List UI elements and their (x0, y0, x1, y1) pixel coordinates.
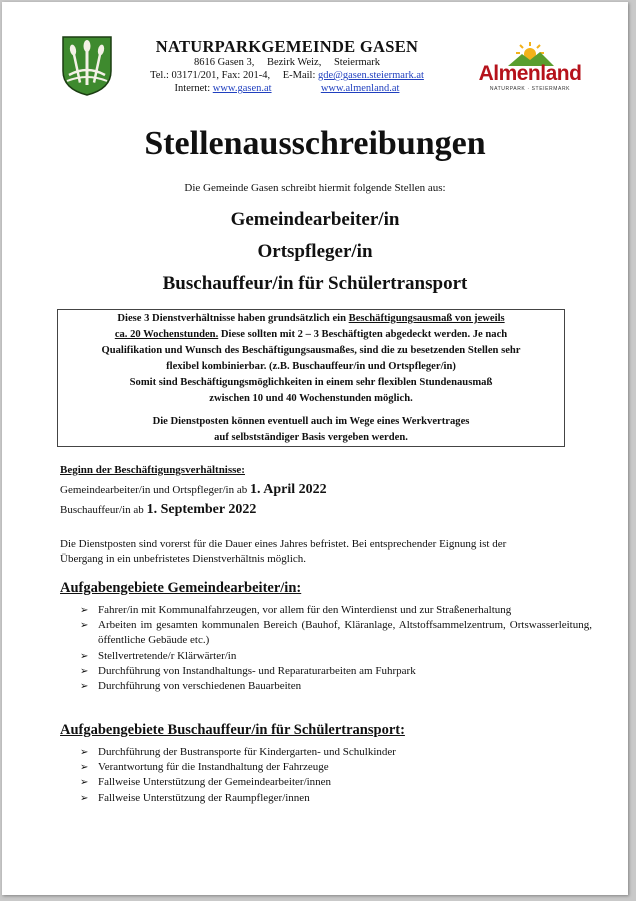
position-2: Ortspfleger/in (257, 241, 373, 262)
almenland-logo (470, 40, 590, 98)
contact-line (122, 69, 452, 82)
page-title: Stellenausschreibungen (144, 125, 486, 162)
internet-label: Internet: (174, 83, 211, 94)
box-underlined: Beschäftigungsausmaß von jeweils (348, 313, 505, 324)
start-row-1 (60, 482, 327, 498)
start-heading: Beginn der Beschäftigungsverhältnisse: (60, 464, 245, 476)
list-item: ➢ Fahrer/in mit Kommunalfahrzeugen, vor allem für den Winterdienst und zur Straßenerhaltung (80, 603, 592, 618)
position-3: Buschauffeur/in für Schülertransport (162, 273, 468, 294)
email-link[interactable]: gde@gasen.steiermark.at (318, 70, 424, 81)
almenland-subline: NATURPARK · STEIERMARK (489, 86, 571, 92)
start-label: Gemeindearbeiter/in und Ortspfleger/in ab (60, 484, 250, 496)
address: 8616 Gasen 3, (193, 57, 255, 68)
list-item: ➢ Durchführung der Bustransporte für Kindergarten- und Schulkinder (80, 745, 592, 760)
start-label: Buschauffeur/in ab (60, 504, 147, 516)
list-item: ➢ Durchführung von Instandhaltungs- und Reparaturarbeiten am Fuhrpark (80, 664, 592, 679)
box-line-5: Somit sind Beschäftigungsmöglichkeiten in einem sehr flexiblen Stundenausmaß (129, 377, 493, 388)
start-date: 1. September 2022 (146, 502, 257, 517)
address-line (122, 56, 452, 69)
document-page (2, 2, 628, 895)
box-underlined: ca. 20 Wochenstunden. (114, 329, 219, 340)
list-item: ➢ Arbeiten im gesamten kommunalen Bereich (Bauhof, Kläranlage, Altstoffsammelzentrum, Ortswasserleitung, öffentliche Gebäude etc.) (80, 618, 592, 648)
note-line: Übergang in ein unbefristetes Dienstverhältnis möglich. (60, 553, 307, 565)
list-item: ➢ Fallweise Unterstützung der Raumpfleger/innen (80, 791, 592, 806)
list-item: ➢ Verantwortung für die Instandhaltung der Fahrzeuge (80, 760, 592, 775)
letterhead (122, 38, 452, 95)
list-item: ➢ Fallweise Unterstützung der Gemeindearbeiter/innen (80, 775, 592, 790)
box-line-3: Qualifikation und Wunsch des Beschäftigungsausmaßes, sind die zu besetzenden Stellen sehr (101, 345, 521, 356)
district: Bezirk Weiz, (266, 57, 322, 68)
term-note (60, 537, 600, 567)
box-text: Diese 3 Dienstverhältnisse haben grundsätzlich ein (117, 313, 349, 324)
box-line-7: Die Dienstposten können eventuell auch im Wege eines Werkvertrages (152, 416, 470, 427)
task-list-buschauffeur (80, 745, 592, 806)
task-list-gemeindearbeiter (80, 603, 592, 694)
box-line-4: flexibel kombinierbar. (z.B. Buschauffeur/in und Ortspfleger/in) (166, 361, 456, 372)
state: Steiermark (333, 57, 381, 68)
list-item: ➢ Stellvertretende/r Klärwärter/in (80, 649, 592, 664)
web-link-almenland[interactable]: www.almenland.at (320, 83, 400, 94)
web-line (122, 82, 452, 95)
info-box (57, 309, 565, 447)
section-heading-buschauffeur: Aufgabengebiete Buschauffeur/in für Schülertransport: (60, 722, 405, 738)
position-1: Gemeindearbeiter/in (230, 209, 400, 230)
start-row-2 (60, 502, 256, 518)
web-link-gasen[interactable]: www.gasen.at (212, 83, 272, 94)
almenland-wordmark: Almenland (478, 62, 582, 85)
phone-fax: Tel.: 03171/201, Fax: 201-4, (150, 70, 271, 81)
box-line-8: auf selbstständiger Basis vergeben werden. (214, 432, 408, 443)
box-line-2 (58, 327, 564, 343)
gasen-coat-of-arms-icon (61, 35, 113, 97)
box-line-1 (58, 311, 564, 327)
list-item: ➢ Durchführung von verschiedenen Bauarbeiten (80, 679, 592, 694)
section-heading-gemeindearbeiter: Aufgabengebiete Gemeindearbeiter/in: (60, 580, 302, 596)
municipality-name: NATURPARKGEMEINDE GASEN (155, 37, 419, 56)
note-line: Die Dienstposten sind vorerst für die Dauer eines Jahres befristet. Bei entsprechender Eignung ist der (60, 538, 507, 550)
box-text: Diese sollten mit 2 – 3 Beschäftigten abgedeckt werden. Je nach (218, 329, 508, 340)
email-label: E-Mail: (282, 70, 316, 81)
start-date: 1. April 2022 (250, 482, 327, 497)
intro-text: Die Gemeinde Gasen schreibt hiermit folgende Stellen aus: (184, 182, 446, 194)
box-line-6: zwischen 10 und 40 Wochenstunden möglich. (209, 393, 413, 404)
